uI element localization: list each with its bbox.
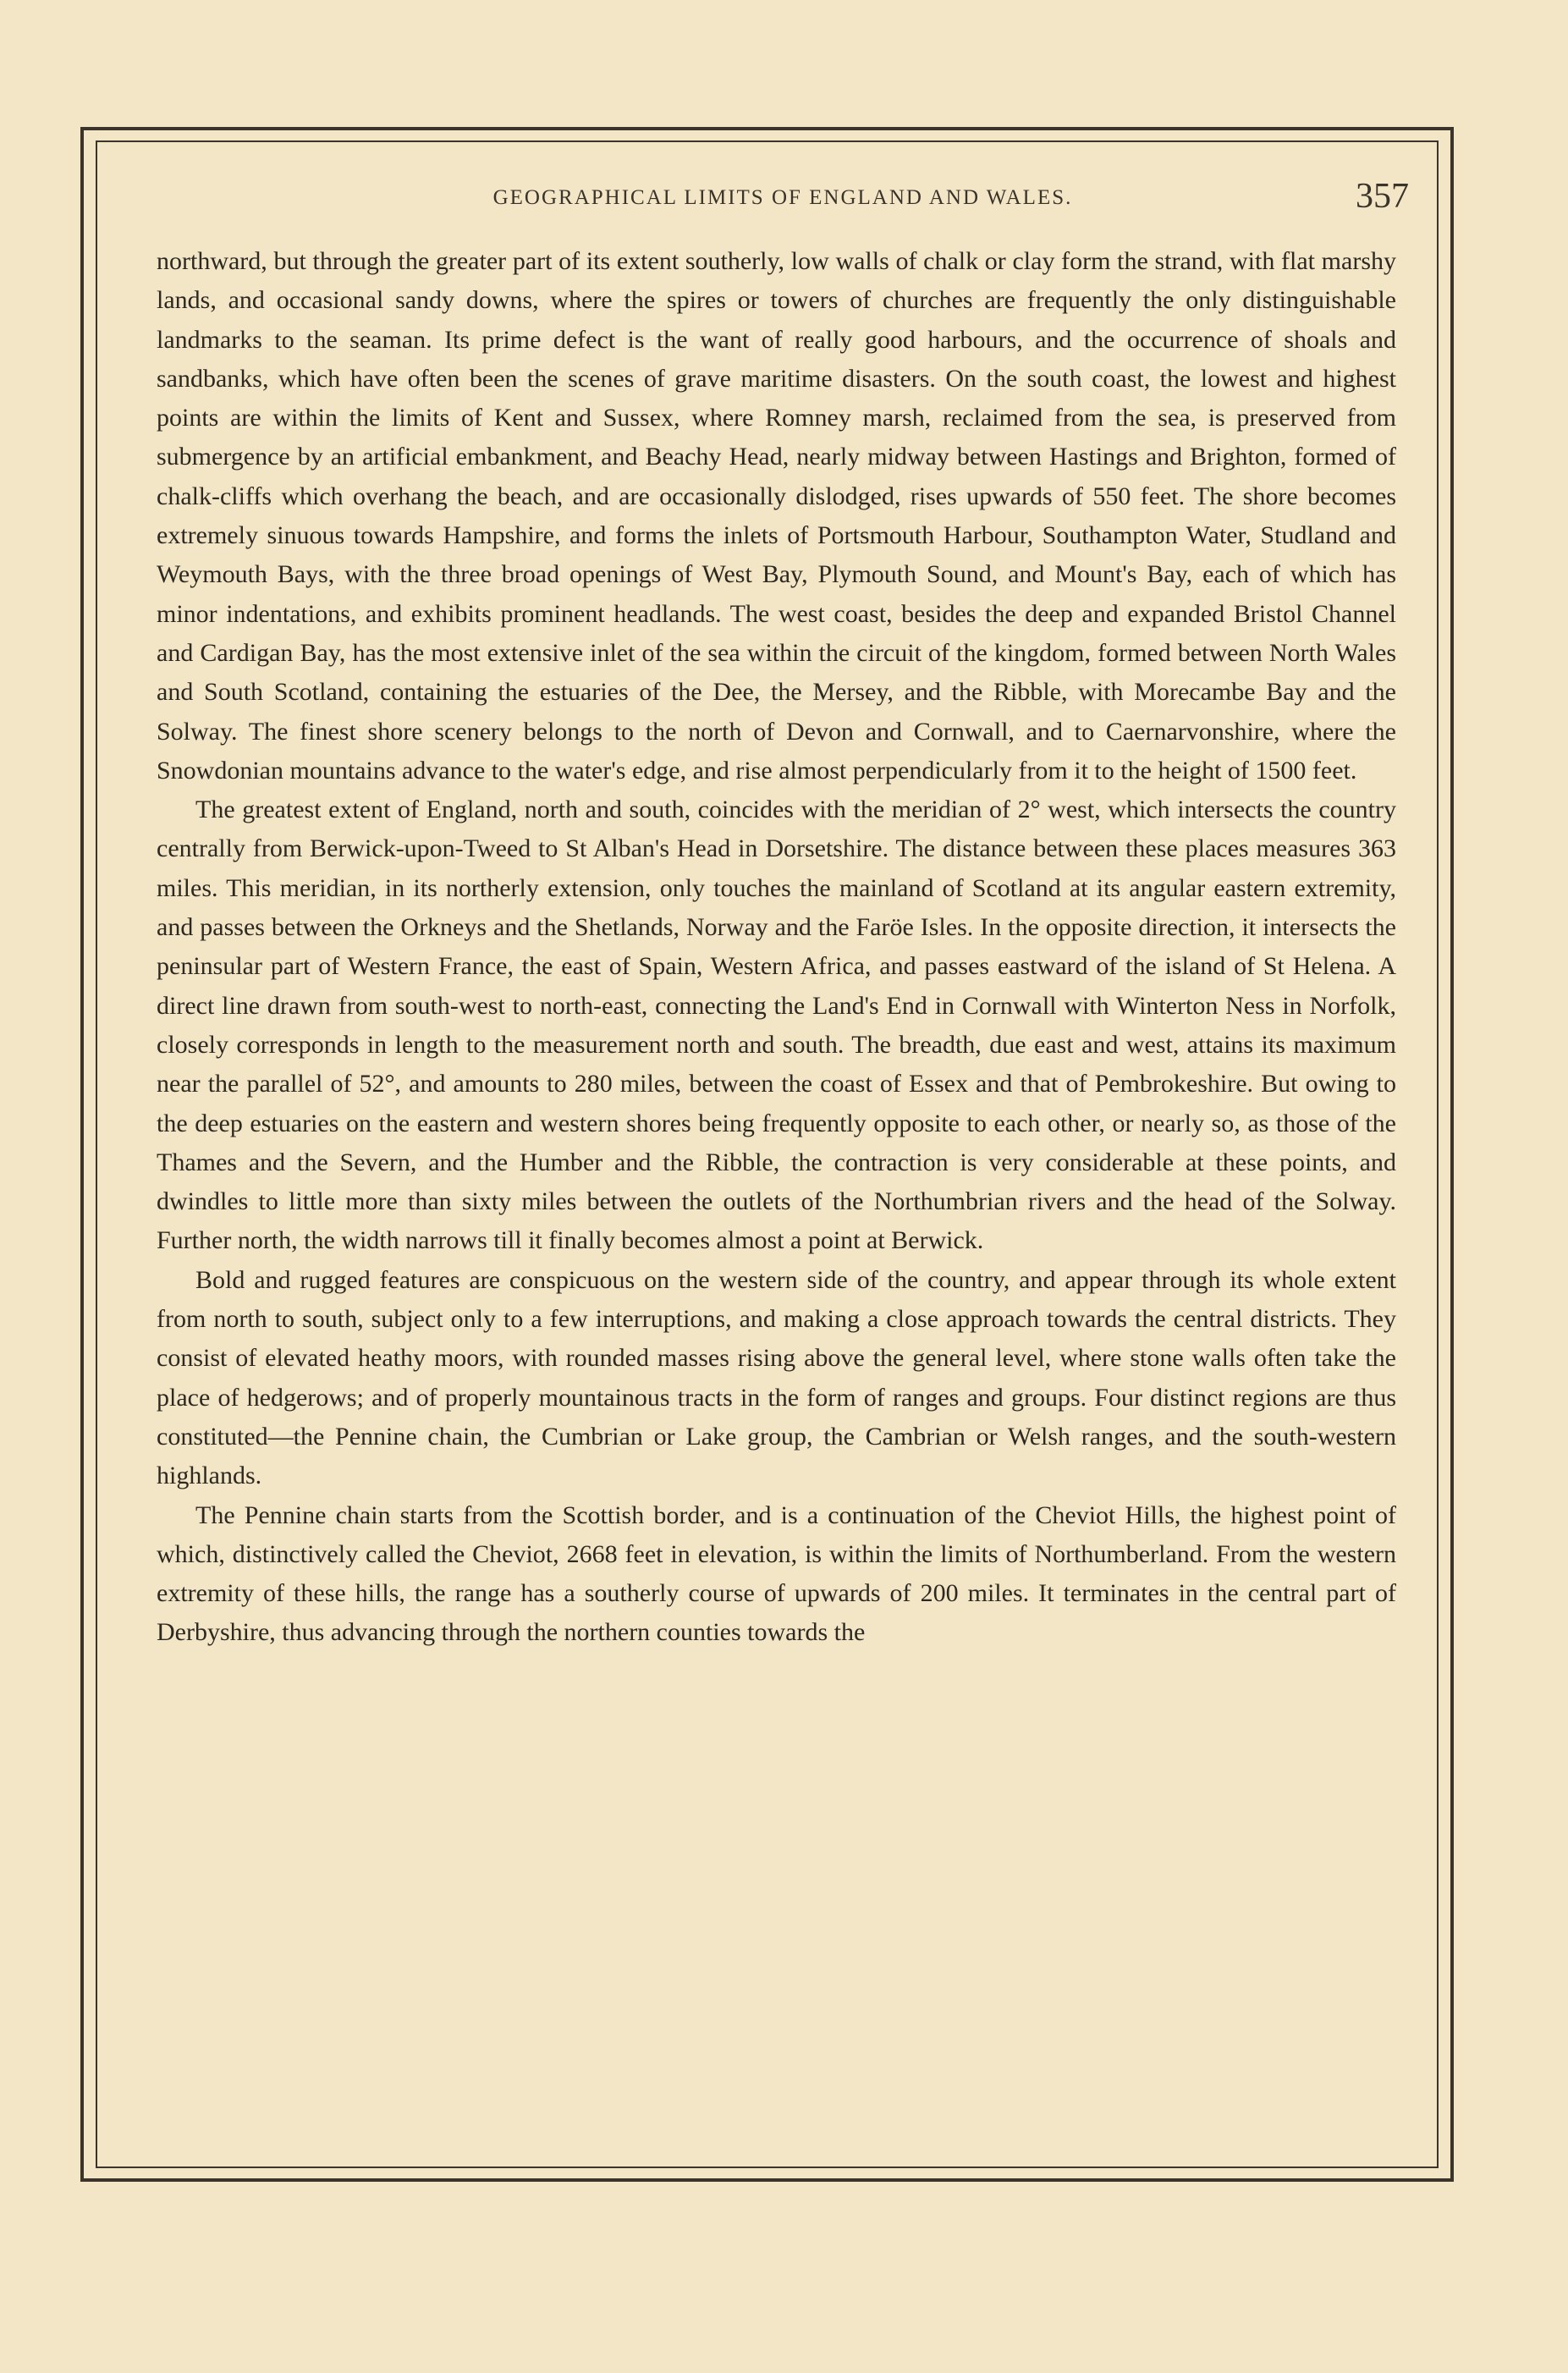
running-title: GEOGRAPHICAL LIMITS OF ENGLAND AND WALES. bbox=[492, 186, 1073, 209]
paragraph-extent: The greatest extent of England, north and south, coincides with the meridian of 2° west, which intersects the country centrally from Berwick-upon-Tweed to St Alban's Head in Dorsetshire. The distance between these places measures 363 miles. This meridian, in its northerly extension, only touches the mainland of Scotland at its angular eastern extremity, and passes between the Orkneys and the Shetlands, Norway and the Faröe Isles. In the opposite direction, it intersects the peninsular part of Western France, the east of Spain, Western Africa, and passes eastward of the island of St Helena. A direct line drawn from south-west to north-east, connecting the Land's End in Cornwall with Winterton Ness in Norfolk, closely corresponds in length to the measurement north and south. The breadth, due east and west, attains its maximum near the parallel of 52°, and amounts to 280 miles, between the coast of Essex and that of Pembrokeshire. But owing to the deep estuaries on the eastern and western shores being frequently opposite to each other, or nearly so, as those of the Thames and the Severn, and the Humber and the Ribble, the contraction is very considerable at these points, and dwindles to little more than sixty miles between the outlets of the Northumbrian rivers and the head of the Solway. Further north, the width narrows till it finally becomes almost a point at Berwick. bbox=[157, 796, 1396, 1255]
paragraph-coast: northward, but through the greater part of its extent southerly, low walls of chalk or clay form the strand, with flat marshy lands, and occasional sandy downs, where the spires or towers of churches are frequently the only distinguishable landmarks to the seaman. Its prime defect is the want of really good harbours, and the occurrence of shoals and sandbanks, which have often been the scenes of grave maritime disasters. On the south coast, the lowest and highest points are within the limits of Kent and Sussex, where Romney marsh, reclaimed from the sea, is preserved from submergence by an artificial embankment, and Beachy Head, nearly midway between Hastings and Brighton, formed of chalk-cliffs which overhang the beach, and are occasionally dislodged, rises upwards of 550 feet. The shore becomes extremely sinuous towards Hampshire, and forms the inlets of Portsmouth Harbour, Southampton Water, Studland and Weymouth Bays, with the three broad openings of West Bay, Plymouth Sound, and Mount's Bay, each of which has minor indentations, and exhibits prominent headlands. The west coast, besides the deep and expanded Bristol Channel and Cardigan Bay, has the most extensive inlet of the sea within the circuit of the kingdom, formed between North Wales and South Scotland, containing the estuaries of the Dee, the Mersey, and the Ribble, with Morecambe Bay and the Solway. The finest shore scenery belongs to the north of Devon and Cornwall, and to Caernarvonshire, where the Snowdonian mountains advance to the water's edge, and rise almost perpendicularly from it to the height of 1500 feet. bbox=[157, 247, 1396, 785]
paragraph-features: Bold and rugged features are conspicuous on the western side of the country, and appear through its whole extent from north to south, subject only to a few interruptions, and making a close approach towards the central districts. They consist of elevated heathy moors, with rounded masses rising above the general level, where stone walls often take the place of hedgerows; and of properly mountainous tracts in the form of ranges and groups. Four distinct regions are thus constituted—the Pennine chain, the Cumbrian or Lake group, the Cambrian or Welsh ranges, and the south-western highlands. bbox=[157, 1265, 1396, 1490]
body-text bbox=[157, 242, 1396, 1653]
page-number: 357 bbox=[1356, 177, 1409, 216]
paragraph-pennine: The Pennine chain starts from the Scottish border, and is a continuation of the Cheviot Hills, the highest point of which, distinctively called the Cheviot, 2668 feet in elevation, is within the limits of Northumberland. From the western extremity of these hills, the range has a southerly course of upwards of 200 miles. It terminates in the central part of Derbyshire, thus advancing through the northern counties towards the bbox=[157, 1500, 1396, 1647]
running-head bbox=[157, 176, 1409, 227]
